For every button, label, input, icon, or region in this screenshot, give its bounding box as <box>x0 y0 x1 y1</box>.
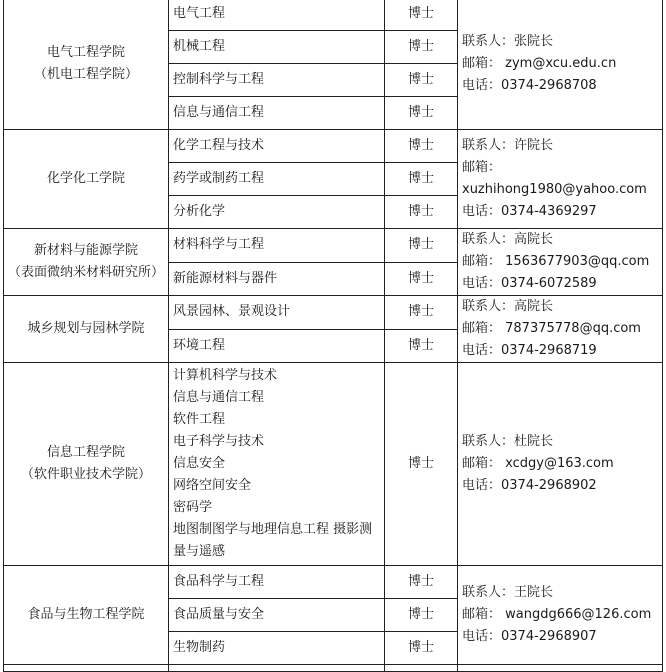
college-cell <box>4 296 169 363</box>
empty-cell <box>458 665 663 672</box>
degree-cell: 博士 <box>385 130 458 163</box>
major-item: 密码学 <box>173 500 213 515</box>
college-name: 电气工程学院 <box>46 44 125 60</box>
major-item: 网络空间安全 <box>173 478 252 493</box>
contact-person: 联系人：高院长 <box>462 232 554 247</box>
contact-email: 邮箱： wangdg666@126.com <box>462 607 652 622</box>
major-cell: 化学工程与技术 <box>169 130 385 163</box>
contact-cell <box>458 363 663 566</box>
contact-phone: 电话：0374-6072589 <box>462 276 597 291</box>
college-cell <box>4 130 169 229</box>
contact-person: 联系人：杜院长 <box>462 434 554 449</box>
table-row <box>4 566 663 599</box>
college-name: 食品与生物工程学院 <box>27 607 145 622</box>
major-cell: 控制科学与工程 <box>169 64 385 97</box>
major-cell: 生物制药 <box>169 632 385 665</box>
major-cell: 食品科学与工程 <box>169 566 385 599</box>
degree-cell: 博士 <box>385 329 458 363</box>
degree-cell: 博士 <box>385 566 458 599</box>
contact-email-label: 邮箱： <box>462 160 502 175</box>
contact-phone: 电话：0374-2968902 <box>462 478 597 493</box>
college-name: 化学化工学院 <box>46 171 125 186</box>
contact-email: xuzhihong1980@yahoo.com <box>462 182 647 197</box>
degree-cell: 博士 <box>385 632 458 665</box>
degree-cell: 博士 <box>385 163 458 196</box>
contact-email: 邮箱： xcdgy@163.com <box>462 456 614 471</box>
degree-cell: 博士 <box>385 64 458 97</box>
table-row <box>4 363 663 566</box>
degree-cell: 博士 <box>385 262 458 296</box>
major-item: 量与遥感 <box>173 544 226 559</box>
major-cell: 信息与通信工程 <box>169 97 385 130</box>
table-row <box>4 229 663 263</box>
contact-person: 联系人：张院长 <box>462 33 554 49</box>
major-cell: 食品质量与安全 <box>169 599 385 632</box>
contact-person: 联系人：高院长 <box>462 299 554 314</box>
major-item: 计算机科学与技术 <box>173 368 278 383</box>
degree-cell: 博士 <box>385 97 458 130</box>
contact-phone: 电话：0374-4369297 <box>462 204 597 219</box>
table-row <box>4 0 663 31</box>
major-cell: 电气工程 <box>169 0 385 31</box>
major-item: 电子科学与技术 <box>173 434 265 449</box>
empty-cell <box>385 665 458 672</box>
major-item: 信息安全 <box>173 456 226 471</box>
college-cell <box>4 363 169 566</box>
contact-cell <box>458 296 663 363</box>
empty-cell <box>4 665 169 672</box>
college-cell <box>4 229 169 296</box>
college-name: 信息工程学院 <box>46 445 125 460</box>
degree-cell: 博士 <box>385 229 458 263</box>
college-alias: （机电工程学院） <box>33 66 138 82</box>
major-item: 地图制图学与地理信息工程 摄影测 <box>173 522 373 537</box>
major-cell: 新能源材料与器件 <box>169 262 385 296</box>
college-name: 城乡规划与园林学院 <box>27 321 145 336</box>
degree-cell: 博士 <box>385 196 458 229</box>
table-row-partial <box>4 665 663 672</box>
college-cell <box>4 0 169 130</box>
college-name: 新材料与能源学院 <box>33 243 138 258</box>
contact-cell <box>458 229 663 296</box>
contact-phone: 电话：0374-2968708 <box>462 77 597 93</box>
empty-cell <box>169 665 385 672</box>
contact-person: 联系人：许院长 <box>462 138 554 153</box>
college-alias: （软件职业技术学院） <box>20 467 151 482</box>
contact-cell <box>458 0 663 130</box>
contact-email: 邮箱： 1563677903@qq.com <box>462 254 650 269</box>
contact-email: 邮箱： 787375778@qq.com <box>462 321 641 336</box>
major-list-cell <box>169 363 385 566</box>
major-cell: 分析化学 <box>169 196 385 229</box>
major-cell: 材料科学与工程 <box>169 229 385 263</box>
contact-person: 联系人：王院长 <box>462 585 554 600</box>
major-item: 信息与通信工程 <box>173 390 265 405</box>
major-cell: 环境工程 <box>169 329 385 363</box>
table-row <box>4 130 663 163</box>
degree-cell: 博士 <box>385 31 458 64</box>
major-cell: 风景园林、景观设计 <box>169 296 385 330</box>
major-item: 软件工程 <box>173 412 226 427</box>
contact-email: 邮箱： zym@xcu.edu.cn <box>462 55 617 71</box>
contact-phone: 电话：0374-2968907 <box>462 629 597 644</box>
recruitment-table <box>3 0 663 672</box>
contact-cell <box>458 566 663 665</box>
degree-cell: 博士 <box>385 0 458 31</box>
contact-phone: 电话：0374-2968719 <box>462 343 597 358</box>
degree-cell: 博士 <box>385 363 458 566</box>
table-row <box>4 296 663 330</box>
college-alias: （表面微纳米材料研究所） <box>8 265 165 280</box>
degree-cell: 博士 <box>385 296 458 330</box>
college-cell <box>4 566 169 665</box>
degree-cell: 博士 <box>385 599 458 632</box>
contact-cell <box>458 130 663 229</box>
major-cell: 机械工程 <box>169 31 385 64</box>
major-cell: 药学或制药工程 <box>169 163 385 196</box>
